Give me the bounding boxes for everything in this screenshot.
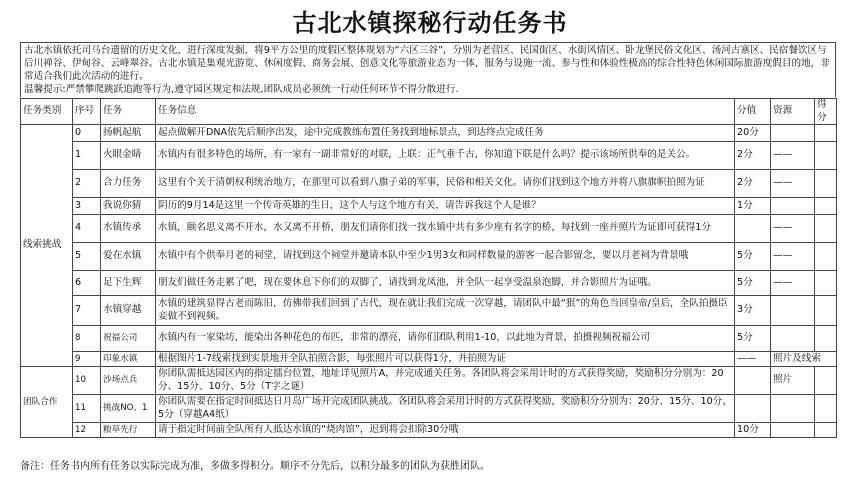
task-score: 3分	[735, 296, 771, 326]
task-score: 5分	[735, 243, 771, 271]
table-row	[21, 326, 837, 352]
task-name: 合力任务	[101, 170, 156, 198]
task-resource	[771, 125, 815, 142]
task-name: 祝福公司	[101, 326, 156, 352]
category-cell: 团队合作	[21, 367, 73, 438]
row-number: 6	[73, 271, 101, 296]
safety-warning: 温馨提示:严禁攀爬跳跃追跑等行为,遵守园区规定和法规,团队成员必须统一行动任何环节不得分散进行.	[24, 84, 459, 95]
table-row	[21, 367, 837, 395]
task-table	[20, 98, 837, 438]
earned-cell	[815, 367, 837, 395]
row-number: 4	[73, 215, 101, 243]
task-score: ——	[735, 352, 771, 367]
task-name: 印象水镇	[101, 352, 156, 367]
row-number: 3	[73, 198, 101, 215]
task-resource: ——	[771, 243, 815, 271]
task-info: 朋友们做任务走累了吧，现在要休息下你们的双脚了，请找到龙凤池，并全队一起享受温泉泡脚，并合影照片为证哦。	[156, 271, 735, 296]
task-info: 阴历的9月14是这里一个传奇英雄的生日，这个人与这个地方有关，请告诉我这个人是谁？	[156, 198, 735, 215]
earned-cell	[815, 142, 837, 170]
row-number: 8	[73, 326, 101, 352]
table-row	[21, 170, 837, 198]
table-row	[21, 352, 837, 367]
task-score: 2分	[735, 142, 771, 170]
task-info: 水镇的建筑显得古老而陈旧，仿佛带我们回到了古代，现在就让我们完成一次穿越，请团队中最“狠”的角色当回皇帝/皇后，全队拍摄臣妾做不到视频。	[156, 296, 735, 326]
task-info: 根据图片1-7线索找到实景地并全队拍照合影，每张照片可以获得1分，并拍照为证	[156, 352, 735, 367]
table-row	[21, 142, 837, 170]
table-row	[21, 395, 837, 423]
earned-cell	[815, 125, 837, 142]
task-score: 2分	[735, 170, 771, 198]
table-row	[21, 243, 837, 271]
task-name: 爱在水镇	[101, 243, 156, 271]
header-score: 分值	[735, 99, 771, 125]
task-name: 我说你猜	[101, 198, 156, 215]
task-name: 水镇传承	[101, 215, 156, 243]
earned-cell	[815, 296, 837, 326]
task-score	[735, 395, 771, 423]
table-row	[21, 423, 837, 438]
task-score: 5分	[735, 271, 771, 296]
table-row	[21, 198, 837, 215]
task-score: 5分	[735, 326, 771, 352]
task-name: 挑战NO、1	[101, 395, 156, 423]
table-header-row	[21, 99, 837, 125]
task-resource: 照片及线索	[771, 352, 837, 367]
task-resource: ——	[771, 142, 815, 170]
table-row	[21, 296, 837, 326]
task-score: 1分	[735, 198, 771, 215]
task-resource	[771, 296, 815, 326]
task-name: 扬帆起航	[101, 125, 156, 142]
row-number: 5	[73, 243, 101, 271]
footnote: 备注：任务书内所有任务以实际完成为准，多做多得积分。顺序不分先后，以积分最多的团队为获胜团队。	[20, 461, 490, 472]
earned-cell	[815, 423, 837, 438]
row-number: 7	[73, 296, 101, 326]
earned-cell	[815, 198, 837, 215]
task-score	[735, 367, 771, 395]
task-score	[735, 215, 771, 243]
task-resource	[771, 395, 815, 423]
intro-paragraph: 古北水镇依托司马台遗留的历史文化，进行深度发掘，将9平方公里的度假区整体规划为“六区三谷”，分别为老营区、民国街区、水街风情区、卧龙堡民俗文化区、汤河古寨区、民宿餐饮区与后川禅谷、伊甸谷、云峰翠谷。古北水镇是集观光游览、休闲度假、商务会展、创意文化等旅游业态为一体，服务与设施一流、参与性和体验性极高的综合性特色休闲国际旅游度假目的地，非常适合我们此次活动的进行。	[24, 45, 830, 82]
earned-cell	[815, 326, 837, 352]
task-resource: ——	[771, 170, 815, 198]
header-resource: 资源	[771, 99, 815, 125]
table-row	[21, 271, 837, 296]
task-info: 水镇，颐名思义离不开水，水又离不开桥，朋友们请你们找一找水镇中共有多少座有名字的桥，每找到一座并照片为证即可获得1分	[156, 215, 735, 243]
task-info: 你团队需抵达园区内的指定擂台位置，地址详见照片A，并完成通关任务。各团队将会采用计时的方式获得奖励，奖励积分分别为：20分、15分、10分、5分（T字之谜）	[156, 367, 735, 395]
task-name: 水镇穿越	[101, 296, 156, 326]
earned-cell	[815, 170, 837, 198]
task-score: 10分	[735, 423, 771, 438]
row-number: 1	[73, 142, 101, 170]
task-info: 水镇内有很多特色的场所，有一家有一副非常好的对联，上联：正气垂千古，你知道下联是什么吗？提示该场所供奉的是关公。	[156, 142, 735, 170]
row-number: 2	[73, 170, 101, 198]
header-earned: 得分	[815, 99, 837, 125]
task-info: 这里有个关于清朝权利统治地方，在那里可以看到八旗子弟的军事，民俗和相关文化。请你们找到这个地方并将八旗旗帜拍照为证	[156, 170, 735, 198]
task-resource: ——	[771, 215, 815, 243]
task-info: 请于指定时间前全队所有人抵达水镇的“烧肉馆”，迟到将会扣除30分哦	[156, 423, 735, 438]
task-info: 水镇中有个供奉月老的祠堂，请找到这个祠堂并邀请本队中至少1男3女和同样数量的游客一起合影留念，要以月老祠为背景哦	[156, 243, 735, 271]
task-resource	[771, 198, 815, 215]
task-info: 起点做解开DNA依先后顺序出发，途中完成教练布置任务找到地标景点，到达终点完成任务	[156, 125, 735, 142]
task-resource	[771, 326, 815, 352]
task-resource	[771, 423, 815, 438]
earned-cell	[815, 243, 837, 271]
row-number: 11	[73, 395, 101, 423]
earned-cell	[815, 271, 837, 296]
row-number: 0	[73, 125, 101, 142]
table-row	[21, 125, 837, 142]
header-number: 序号	[73, 99, 101, 125]
intro-box	[20, 42, 836, 97]
page-title: 古北水镇探秘行动任务书	[292, 9, 568, 37]
task-resource: ——	[771, 271, 815, 296]
task-info: 你团队需要在指定时间抵达日月岛广场开完成团队挑战。各团队将会采用计时的方式获得奖励，奖励积分分别为：20分、15分、10分、5分（穿越A4纸）	[156, 395, 735, 423]
table-row	[21, 215, 837, 243]
task-name: 粮草先行	[101, 423, 156, 438]
earned-cell	[815, 215, 837, 243]
category-cell: 线索挑战	[21, 125, 73, 367]
earned-cell	[815, 395, 837, 423]
header-category: 任务类别	[21, 99, 73, 125]
task-name: 火眼金睛	[101, 142, 156, 170]
header-info: 任务信息	[156, 99, 735, 125]
row-number: 9	[73, 352, 101, 367]
task-info: 水镇内有一家染坊，能染出各种花色的布匹，非常的漂亮，请你们团队利用1-10，以此地为背景，拍摄视频祝福公司	[156, 326, 735, 352]
header-task: 任务	[101, 99, 156, 125]
task-name: 沙场点兵	[101, 367, 156, 395]
task-resource: 照片	[771, 367, 815, 395]
row-number: 12	[73, 423, 101, 438]
task-score: 20分	[735, 125, 771, 142]
row-number: 10	[73, 367, 101, 395]
task-name: 足下生辉	[101, 271, 156, 296]
